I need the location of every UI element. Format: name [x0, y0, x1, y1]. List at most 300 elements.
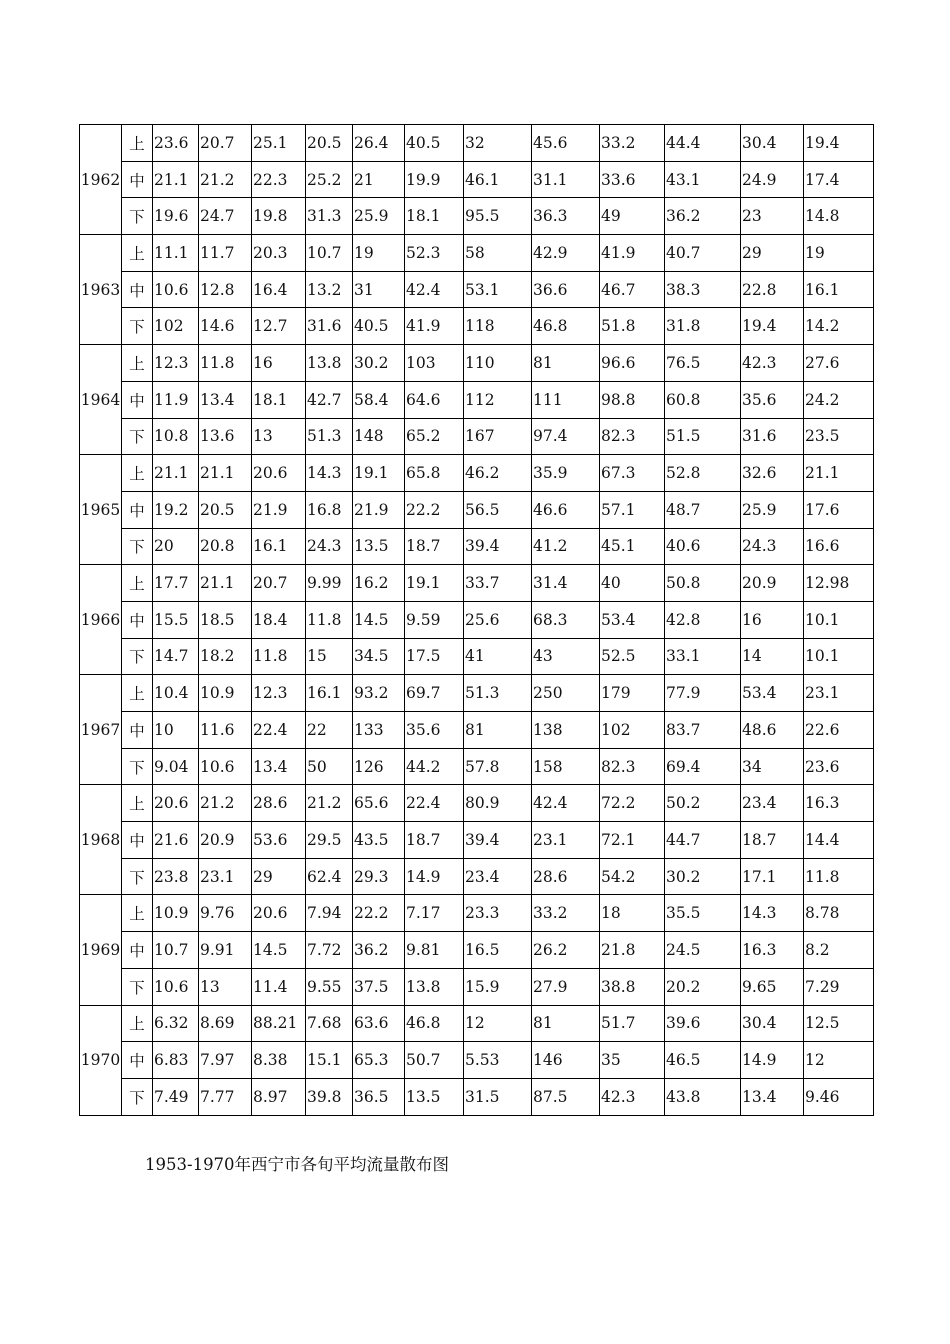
value-cell: 23.6 — [153, 125, 199, 162]
value-cell: 40.5 — [353, 308, 405, 345]
value-cell: 27.9 — [532, 968, 600, 1005]
value-cell: 22.2 — [405, 491, 464, 528]
value-cell: 13.4 — [252, 748, 306, 785]
value-cell: 30.4 — [741, 125, 804, 162]
value-cell: 69.7 — [405, 675, 464, 712]
table-row — [80, 491, 874, 528]
flow-data-table — [79, 124, 874, 1116]
period-cell: 上 — [122, 785, 153, 822]
value-cell: 28.6 — [532, 858, 600, 895]
value-cell: 19.9 — [405, 161, 464, 198]
table-row — [80, 308, 874, 345]
value-cell: 41.9 — [600, 235, 665, 272]
table-row — [80, 198, 874, 235]
value-cell: 23.4 — [741, 785, 804, 822]
value-cell: 64.6 — [405, 381, 464, 418]
value-cell: 14.3 — [741, 895, 804, 932]
period-cell: 上 — [122, 345, 153, 382]
value-cell: 21.9 — [252, 491, 306, 528]
value-cell: 12 — [804, 1042, 874, 1079]
value-cell: 26.2 — [532, 932, 600, 969]
value-cell: 32 — [464, 125, 532, 162]
value-cell: 20.8 — [199, 528, 252, 565]
value-cell: 7.29 — [804, 968, 874, 1005]
period-cell: 中 — [122, 822, 153, 859]
value-cell: 18.7 — [405, 528, 464, 565]
table-row — [80, 381, 874, 418]
value-cell: 42.3 — [741, 345, 804, 382]
value-cell: 33.7 — [464, 565, 532, 602]
value-cell: 15.9 — [464, 968, 532, 1005]
value-cell: 63.6 — [353, 1005, 405, 1042]
value-cell: 13.5 — [353, 528, 405, 565]
table-row — [80, 675, 874, 712]
value-cell: 12.3 — [252, 675, 306, 712]
value-cell: 10.9 — [199, 675, 252, 712]
value-cell: 44.7 — [665, 822, 741, 859]
value-cell: 10.7 — [306, 235, 353, 272]
value-cell: 20.6 — [252, 895, 306, 932]
value-cell: 11.7 — [199, 235, 252, 272]
value-cell: 33.2 — [532, 895, 600, 932]
value-cell: 20.7 — [199, 125, 252, 162]
value-cell: 30.2 — [665, 858, 741, 895]
value-cell: 148 — [353, 418, 405, 455]
value-cell: 21.2 — [306, 785, 353, 822]
value-cell: 12.7 — [252, 308, 306, 345]
table-row — [80, 271, 874, 308]
value-cell: 102 — [153, 308, 199, 345]
value-cell: 43.1 — [665, 161, 741, 198]
value-cell: 29.5 — [306, 822, 353, 859]
value-cell: 18.5 — [199, 601, 252, 638]
year-cell: 1970 — [80, 1005, 122, 1115]
value-cell: 24.7 — [199, 198, 252, 235]
value-cell: 68.3 — [532, 601, 600, 638]
value-cell: 53.1 — [464, 271, 532, 308]
value-cell: 20.2 — [665, 968, 741, 1005]
year-cell: 1969 — [80, 895, 122, 1005]
value-cell: 13.8 — [306, 345, 353, 382]
value-cell: 40.5 — [405, 125, 464, 162]
value-cell: 23.8 — [153, 858, 199, 895]
value-cell: 6.32 — [153, 1005, 199, 1042]
value-cell: 18.4 — [252, 601, 306, 638]
value-cell: 21.2 — [199, 785, 252, 822]
value-cell: 9.76 — [199, 895, 252, 932]
value-cell: 33.6 — [600, 161, 665, 198]
value-cell: 6.83 — [153, 1042, 199, 1079]
value-cell: 48.6 — [741, 712, 804, 749]
value-cell: 111 — [532, 381, 600, 418]
value-cell: 18.2 — [199, 638, 252, 675]
value-cell: 19.1 — [353, 455, 405, 492]
value-cell: 20.7 — [252, 565, 306, 602]
value-cell: 158 — [532, 748, 600, 785]
value-cell: 52.5 — [600, 638, 665, 675]
value-cell: 14.9 — [405, 858, 464, 895]
value-cell: 167 — [464, 418, 532, 455]
period-cell: 中 — [122, 932, 153, 969]
value-cell: 19.4 — [804, 125, 874, 162]
value-cell: 12.98 — [804, 565, 874, 602]
value-cell: 18.1 — [252, 381, 306, 418]
value-cell: 25.1 — [252, 125, 306, 162]
value-cell: 29 — [741, 235, 804, 272]
value-cell: 31.8 — [665, 308, 741, 345]
value-cell: 21.1 — [153, 161, 199, 198]
value-cell: 10.9 — [153, 895, 199, 932]
value-cell: 67.3 — [600, 455, 665, 492]
value-cell: 10.6 — [199, 748, 252, 785]
value-cell: 21.9 — [353, 491, 405, 528]
period-cell: 中 — [122, 601, 153, 638]
value-cell: 7.97 — [199, 1042, 252, 1079]
value-cell: 22 — [306, 712, 353, 749]
value-cell: 9.91 — [199, 932, 252, 969]
value-cell: 25.9 — [741, 491, 804, 528]
value-cell: 19 — [804, 235, 874, 272]
value-cell: 31 — [353, 271, 405, 308]
value-cell: 8.78 — [804, 895, 874, 932]
value-cell: 97.4 — [532, 418, 600, 455]
value-cell: 9.65 — [741, 968, 804, 1005]
table-row — [80, 418, 874, 455]
value-cell: 14.5 — [353, 601, 405, 638]
period-cell: 上 — [122, 455, 153, 492]
value-cell: 21 — [353, 161, 405, 198]
value-cell: 10.4 — [153, 675, 199, 712]
value-cell: 41 — [464, 638, 532, 675]
value-cell: 31.6 — [741, 418, 804, 455]
value-cell: 12 — [464, 1005, 532, 1042]
value-cell: 20.5 — [199, 491, 252, 528]
value-cell: 7.94 — [306, 895, 353, 932]
value-cell: 146 — [532, 1042, 600, 1079]
period-cell: 中 — [122, 161, 153, 198]
value-cell: 46.7 — [600, 271, 665, 308]
value-cell: 42.4 — [405, 271, 464, 308]
table-row — [80, 712, 874, 749]
value-cell: 46.2 — [464, 455, 532, 492]
value-cell: 31.3 — [306, 198, 353, 235]
value-cell: 23.6 — [804, 748, 874, 785]
value-cell: 10.7 — [153, 932, 199, 969]
value-cell: 30.4 — [741, 1005, 804, 1042]
value-cell: 35.6 — [405, 712, 464, 749]
year-cell: 1962 — [80, 125, 122, 235]
value-cell: 54.2 — [600, 858, 665, 895]
value-cell: 42.7 — [306, 381, 353, 418]
value-cell: 20.6 — [252, 455, 306, 492]
table-row — [80, 1042, 874, 1079]
value-cell: 28.6 — [252, 785, 306, 822]
period-cell: 下 — [122, 968, 153, 1005]
value-cell: 15 — [306, 638, 353, 675]
value-cell: 24.9 — [741, 161, 804, 198]
value-cell: 126 — [353, 748, 405, 785]
table-row — [80, 748, 874, 785]
value-cell: 46.1 — [464, 161, 532, 198]
value-cell: 40 — [600, 565, 665, 602]
value-cell: 8.2 — [804, 932, 874, 969]
value-cell: 16.1 — [306, 675, 353, 712]
value-cell: 10.8 — [153, 418, 199, 455]
value-cell: 39.6 — [665, 1005, 741, 1042]
value-cell: 36.2 — [665, 198, 741, 235]
value-cell: 12.5 — [804, 1005, 874, 1042]
period-cell: 下 — [122, 858, 153, 895]
value-cell: 42.9 — [532, 235, 600, 272]
value-cell: 24.5 — [665, 932, 741, 969]
value-cell: 21.1 — [199, 565, 252, 602]
value-cell: 11.8 — [199, 345, 252, 382]
value-cell: 14.7 — [153, 638, 199, 675]
value-cell: 22.2 — [353, 895, 405, 932]
value-cell: 20.6 — [153, 785, 199, 822]
value-cell: 26.4 — [353, 125, 405, 162]
table-row — [80, 858, 874, 895]
value-cell: 87.5 — [532, 1078, 600, 1115]
value-cell: 81 — [532, 345, 600, 382]
value-cell: 77.9 — [665, 675, 741, 712]
value-cell: 10 — [153, 712, 199, 749]
value-cell: 41.2 — [532, 528, 600, 565]
value-cell: 21.1 — [199, 455, 252, 492]
value-cell: 30.2 — [353, 345, 405, 382]
value-cell: 36.6 — [532, 271, 600, 308]
table-row — [80, 638, 874, 675]
value-cell: 46.5 — [665, 1042, 741, 1079]
value-cell: 16.5 — [464, 932, 532, 969]
value-cell: 13 — [199, 968, 252, 1005]
value-cell: 98.8 — [600, 381, 665, 418]
value-cell: 7.49 — [153, 1078, 199, 1115]
value-cell: 17.4 — [804, 161, 874, 198]
value-cell: 23 — [741, 198, 804, 235]
value-cell: 62.4 — [306, 858, 353, 895]
value-cell: 15.1 — [306, 1042, 353, 1079]
value-cell: 36.2 — [353, 932, 405, 969]
value-cell: 42.4 — [532, 785, 600, 822]
value-cell: 9.04 — [153, 748, 199, 785]
value-cell: 14.5 — [252, 932, 306, 969]
value-cell: 20.3 — [252, 235, 306, 272]
value-cell: 37.5 — [353, 968, 405, 1005]
value-cell: 52.3 — [405, 235, 464, 272]
value-cell: 31.6 — [306, 308, 353, 345]
table-row — [80, 968, 874, 1005]
value-cell: 11.6 — [199, 712, 252, 749]
value-cell: 23.3 — [464, 895, 532, 932]
value-cell: 19.8 — [252, 198, 306, 235]
value-cell: 18.7 — [405, 822, 464, 859]
value-cell: 57.8 — [464, 748, 532, 785]
value-cell: 69.4 — [665, 748, 741, 785]
value-cell: 7.72 — [306, 932, 353, 969]
period-cell: 上 — [122, 565, 153, 602]
table-row — [80, 601, 874, 638]
value-cell: 14.8 — [804, 198, 874, 235]
value-cell: 13.4 — [741, 1078, 804, 1115]
value-cell: 250 — [532, 675, 600, 712]
value-cell: 14.9 — [741, 1042, 804, 1079]
value-cell: 88.21 — [252, 1005, 306, 1042]
value-cell: 65.8 — [405, 455, 464, 492]
value-cell: 10.1 — [804, 638, 874, 675]
value-cell: 53.4 — [600, 601, 665, 638]
value-cell: 65.3 — [353, 1042, 405, 1079]
table-row — [80, 895, 874, 932]
period-cell: 下 — [122, 1078, 153, 1115]
value-cell: 22.4 — [252, 712, 306, 749]
value-cell: 60.8 — [665, 381, 741, 418]
value-cell: 16.1 — [804, 271, 874, 308]
value-cell: 52.8 — [665, 455, 741, 492]
value-cell: 29 — [252, 858, 306, 895]
value-cell: 23.1 — [532, 822, 600, 859]
value-cell: 48.7 — [665, 491, 741, 528]
year-cell: 1964 — [80, 345, 122, 455]
table-row — [80, 455, 874, 492]
year-cell: 1967 — [80, 675, 122, 785]
value-cell: 22.8 — [741, 271, 804, 308]
table-row — [80, 932, 874, 969]
value-cell: 11.8 — [252, 638, 306, 675]
value-cell: 83.7 — [665, 712, 741, 749]
value-cell: 17.7 — [153, 565, 199, 602]
value-cell: 53.4 — [741, 675, 804, 712]
value-cell: 133 — [353, 712, 405, 749]
period-cell: 中 — [122, 1042, 153, 1079]
value-cell: 51.7 — [600, 1005, 665, 1042]
value-cell: 34.5 — [353, 638, 405, 675]
value-cell: 24.3 — [306, 528, 353, 565]
figure-caption: 1953-1970年西宁市各旬平均流量散布图 — [145, 1155, 450, 1174]
value-cell: 35.9 — [532, 455, 600, 492]
period-cell: 下 — [122, 198, 153, 235]
table-row — [80, 565, 874, 602]
value-cell: 16.8 — [306, 491, 353, 528]
value-cell: 10.6 — [153, 968, 199, 1005]
value-cell: 10.6 — [153, 271, 199, 308]
table-row — [80, 1078, 874, 1115]
value-cell: 50.2 — [665, 785, 741, 822]
value-cell: 32.6 — [741, 455, 804, 492]
value-cell: 39.4 — [464, 822, 532, 859]
period-cell: 上 — [122, 675, 153, 712]
value-cell: 9.46 — [804, 1078, 874, 1115]
value-cell: 13 — [252, 418, 306, 455]
value-cell: 7.68 — [306, 1005, 353, 1042]
value-cell: 65.6 — [353, 785, 405, 822]
value-cell: 53.6 — [252, 822, 306, 859]
value-cell: 50 — [306, 748, 353, 785]
value-cell: 17.6 — [804, 491, 874, 528]
value-cell: 21.2 — [199, 161, 252, 198]
table-row — [80, 161, 874, 198]
value-cell: 16.3 — [741, 932, 804, 969]
value-cell: 102 — [600, 712, 665, 749]
year-cell: 1963 — [80, 235, 122, 345]
value-cell: 44.2 — [405, 748, 464, 785]
table-row — [80, 1005, 874, 1042]
table-body — [80, 125, 874, 1116]
value-cell: 23.5 — [804, 418, 874, 455]
value-cell: 19 — [353, 235, 405, 272]
value-cell: 45.1 — [600, 528, 665, 565]
value-cell: 11.4 — [252, 968, 306, 1005]
value-cell: 81 — [532, 1005, 600, 1042]
value-cell: 16.3 — [804, 785, 874, 822]
value-cell: 46.8 — [532, 308, 600, 345]
value-cell: 50.7 — [405, 1042, 464, 1079]
value-cell: 20 — [153, 528, 199, 565]
value-cell: 82.3 — [600, 748, 665, 785]
value-cell: 24.2 — [804, 381, 874, 418]
value-cell: 31.5 — [464, 1078, 532, 1115]
value-cell: 51.8 — [600, 308, 665, 345]
value-cell: 39.4 — [464, 528, 532, 565]
value-cell: 43 — [532, 638, 600, 675]
value-cell: 27.6 — [804, 345, 874, 382]
table-row — [80, 785, 874, 822]
period-cell: 中 — [122, 712, 153, 749]
value-cell: 36.3 — [532, 198, 600, 235]
value-cell: 13.6 — [199, 418, 252, 455]
value-cell: 110 — [464, 345, 532, 382]
value-cell: 22.4 — [405, 785, 464, 822]
value-cell: 17.5 — [405, 638, 464, 675]
value-cell: 40.6 — [665, 528, 741, 565]
value-cell: 29.3 — [353, 858, 405, 895]
value-cell: 46.6 — [532, 491, 600, 528]
value-cell: 16 — [252, 345, 306, 382]
table-row — [80, 125, 874, 162]
value-cell: 20.9 — [741, 565, 804, 602]
value-cell: 13.4 — [199, 381, 252, 418]
value-cell: 8.69 — [199, 1005, 252, 1042]
value-cell: 43.5 — [353, 822, 405, 859]
value-cell: 39.8 — [306, 1078, 353, 1115]
value-cell: 12.8 — [199, 271, 252, 308]
value-cell: 42.3 — [600, 1078, 665, 1115]
value-cell: 35 — [600, 1042, 665, 1079]
value-cell: 9.59 — [405, 601, 464, 638]
table-row — [80, 235, 874, 272]
period-cell: 上 — [122, 895, 153, 932]
period-cell: 中 — [122, 491, 153, 528]
value-cell: 36.5 — [353, 1078, 405, 1115]
value-cell: 17.1 — [741, 858, 804, 895]
value-cell: 11.8 — [804, 858, 874, 895]
value-cell: 13.8 — [405, 968, 464, 1005]
table-row — [80, 528, 874, 565]
value-cell: 46.8 — [405, 1005, 464, 1042]
value-cell: 41.9 — [405, 308, 464, 345]
value-cell: 25.6 — [464, 601, 532, 638]
value-cell: 16 — [741, 601, 804, 638]
value-cell: 14.2 — [804, 308, 874, 345]
year-cell: 1965 — [80, 455, 122, 565]
value-cell: 22.6 — [804, 712, 874, 749]
value-cell: 21.8 — [600, 932, 665, 969]
value-cell: 18.1 — [405, 198, 464, 235]
value-cell: 34 — [741, 748, 804, 785]
value-cell: 23.4 — [464, 858, 532, 895]
table-row — [80, 345, 874, 382]
value-cell: 51.3 — [464, 675, 532, 712]
